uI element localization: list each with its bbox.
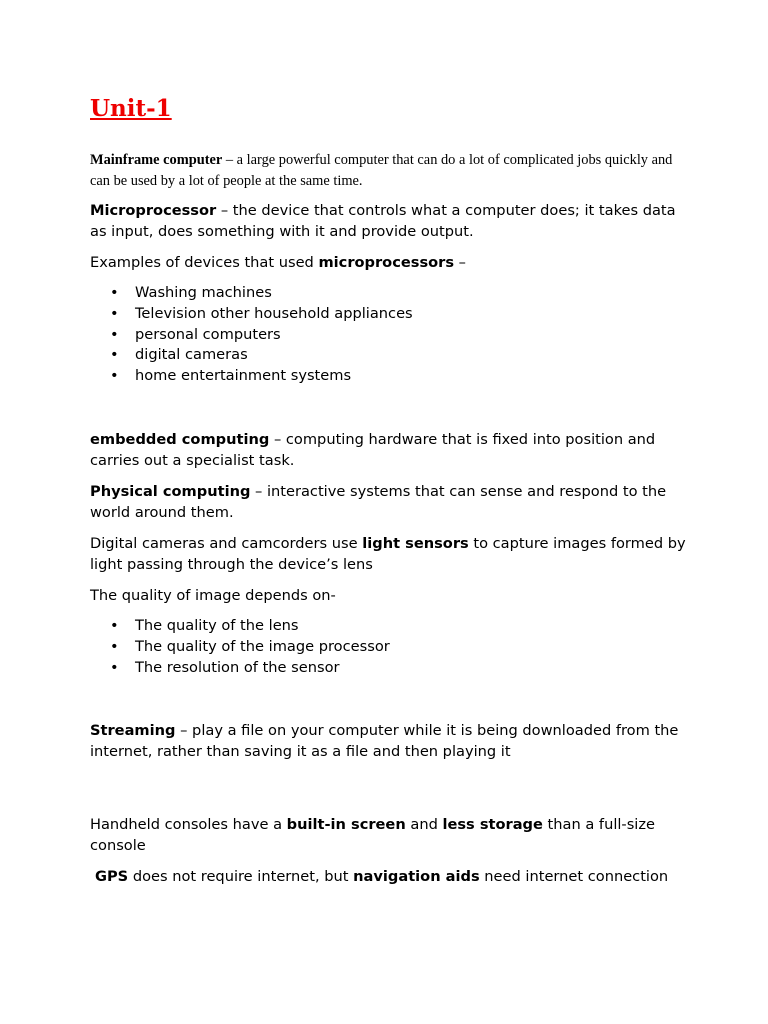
- list-item: [90, 658, 686, 679]
- handheld-paragraph: [90, 814, 686, 856]
- handheld-term-storage: less storage: [442, 816, 543, 834]
- page-title: Unit-1: [90, 95, 172, 122]
- physical-definition: – interactive systems that can sense and respond to the world around them.: [90, 482, 667, 521]
- list-item: [90, 345, 686, 366]
- list-item-text: The quality of the image processor: [135, 637, 390, 655]
- spacer: [90, 688, 686, 720]
- bullet-icon: •: [110, 658, 119, 676]
- spacer: [90, 397, 686, 429]
- gps-text-after: need internet connection: [479, 868, 669, 886]
- physical-paragraph: [90, 481, 686, 523]
- mainframe-definition: – a large powerful computer that can do a lot of complicated jobs quickly and can be used by a lot of people at the same time.: [90, 152, 673, 189]
- cameras-text-after: to capture images formed by light passing through the device’s lens: [90, 534, 686, 573]
- physical-term: Physical computing: [90, 482, 251, 500]
- spacer: [90, 772, 686, 814]
- list-item: [90, 616, 686, 637]
- list-item-text: personal computers: [135, 325, 281, 343]
- list-item: [90, 283, 686, 304]
- gps-paragraph: [90, 866, 686, 887]
- bullet-icon: •: [110, 367, 119, 385]
- microprocessor-term: Microprocessor: [90, 202, 217, 219]
- examples-intro-text: Examples of devices that used: [90, 254, 319, 271]
- cameras-paragraph: [90, 533, 686, 575]
- examples-intro: [90, 252, 686, 273]
- gps-term: GPS: [95, 868, 129, 886]
- microprocessor-paragraph: [90, 200, 686, 242]
- list-item: [90, 325, 686, 346]
- cameras-term: light sensors: [362, 534, 469, 552]
- embedded-definition: – computing hardware that is fixed into position and carries out a specialist task.: [90, 430, 656, 469]
- list-item-text: home entertainment systems: [135, 367, 352, 385]
- handheld-text-middle: and: [405, 816, 443, 834]
- examples-intro-dash: –: [454, 254, 466, 271]
- list-item-text: The quality of the lens: [135, 616, 299, 634]
- microprocessor-definition: – the device that controls what a computer does; it takes data as input, does something with it and provide output.: [90, 202, 676, 240]
- streaming-paragraph: [90, 720, 686, 762]
- streaming-definition: – play a file on your computer while it is being downloaded from the internet, rather than saving it as a file and then playing it: [90, 722, 679, 761]
- handheld-term-screen: built-in screen: [286, 816, 406, 834]
- list-item-text: digital cameras: [135, 346, 248, 364]
- embedded-paragraph: [90, 429, 686, 471]
- document-body: [90, 94, 686, 897]
- mainframe-paragraph: [90, 150, 686, 192]
- embedded-term: embedded computing: [90, 430, 270, 448]
- cameras-text-before: Digital cameras and camcorders use: [90, 534, 363, 552]
- streaming-term: Streaming: [90, 722, 176, 740]
- quality-list: [90, 616, 686, 678]
- bullet-icon: •: [110, 637, 119, 655]
- bullet-icon: •: [110, 284, 119, 301]
- gps-text-middle: does not require internet, but: [128, 868, 354, 886]
- list-item: [90, 637, 686, 658]
- bullet-icon: •: [110, 346, 119, 364]
- quality-intro: The quality of image depends on-: [90, 586, 336, 604]
- list-item: [90, 304, 686, 325]
- bullet-icon: •: [110, 616, 119, 634]
- bullet-icon: •: [110, 304, 119, 322]
- list-item-text: Washing machines: [135, 284, 272, 301]
- mainframe-term: Mainframe computer: [90, 152, 223, 168]
- list-item-text: The resolution of the sensor: [135, 658, 340, 676]
- bullet-icon: •: [110, 325, 119, 343]
- list-item: [90, 366, 686, 387]
- handheld-text-before: Handheld consoles have a: [90, 816, 287, 834]
- device-list: [90, 283, 686, 387]
- handheld-text-after: than a full-size console: [90, 816, 655, 855]
- navigation-aids-term: navigation aids: [353, 868, 480, 886]
- examples-intro-term: microprocessors: [318, 254, 455, 271]
- list-item-text: Television other household appliances: [135, 304, 413, 322]
